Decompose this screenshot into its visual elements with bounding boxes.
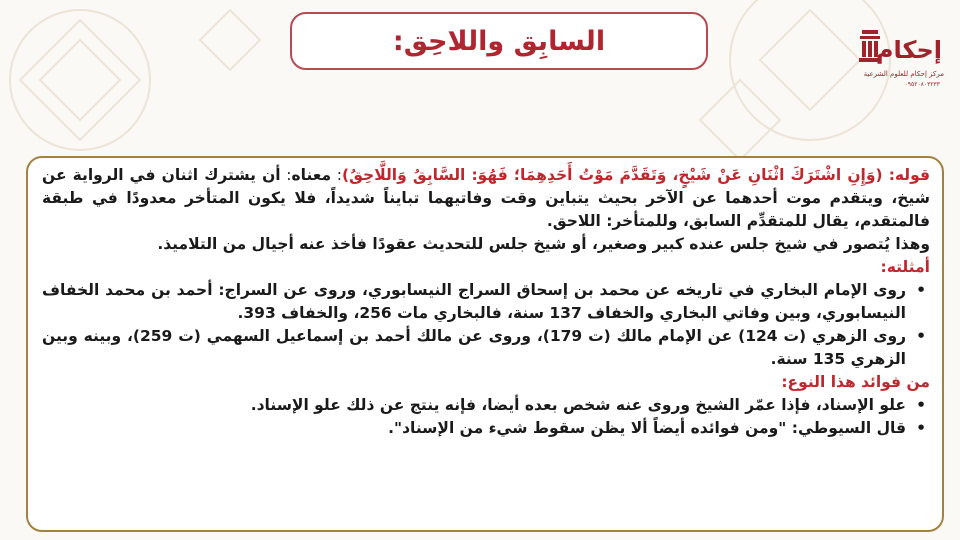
title-box (290, 12, 708, 70)
page-title: السابِق واللاحِق: (392, 25, 606, 57)
examples-heading: أمثلته: (880, 258, 930, 276)
content-box (26, 156, 944, 532)
benefits-heading: من فوائد هذا النوع: (781, 373, 930, 391)
logo-phone: ٠٩٥٢٠٨٠٣٢٣٣ (904, 81, 940, 88)
benefits-list (42, 394, 930, 440)
brand-logo (846, 28, 950, 92)
intro-note: وهذا يُتصور في شيخ جلس عنده كبير وصغير، أو شيخ جلس للتحديث عقودًا فأخذ عنه أجيال من التلاميذ. (157, 235, 930, 253)
examples-list (42, 279, 930, 371)
list-item: • روى الإمام البخاري في تاريخه عن محمد بن إسحاق السراج النيسابوري، وروى عن السراج: أحمد بن محمد الخفاف النيسابوري، وبين وفاتي البخاري والخفاف 137 سنة، فالبخاري مات 256، والخفاف 393. (42, 279, 930, 325)
meaning-label: معناه (291, 166, 332, 184)
list-item: • علو الإسناد، فإذا عمّر الشيخ وروى عنه شخص بعده أيضا، فإنه ينتج عن ذلك علو الإسناد. (42, 394, 930, 417)
intro-quote: (وَإِنِ اشْتَرَكَ اثْنَانِ عَنْ شَيْخٍ، وَتَقَدَّمَ مَوْتُ أَحَدِهِمَا؛ فَهُوَ: السَّابِقُ وَاللَّاحِقُ) (341, 166, 883, 184)
logo-subtitle: مركز إحكام للعلوم الشرعية (863, 70, 944, 78)
list-item: • قال السيوطي: "ومن فوائده أيضاً ألا يظن سقوط شيء من الإسناد". (42, 417, 930, 440)
intro-paragraph: قوله: (وَإِنِ اشْتَرَكَ اثْنَانِ عَنْ شَيْخٍ، وَتَقَدَّمَ مَوْتُ أَحَدِهِمَا؛ فَهُوَ: السَّابِقُ وَاللَّاحِقُ): معناه: أن يشترك اثنان في الرواية عن شيخ، ويتقدم موت أحدهما عن الآخر بحيث يتباين وقت وفاتيهما تبايناً شديداً، فلا يكون المتأخر معدودًا في طبقة فالمتقدم، يقال للمتقدِّم السابق، وللمتأخر: اللاحق. (42, 166, 930, 230)
intro-label: قوله (894, 166, 930, 184)
logo-wordmark: إحكام (875, 36, 942, 64)
meaning-text: أن يشترك اثنان في الرواية عن شيخ، ويتقدم موت أحدهما عن الآخر بحيث يتباين وقت وفاتيهما تبايناً شديداً، فلا يكون المتأخر معدودًا في طبقة فالمتقدم، يقال للمتقدِّم السابق، وللمتأخر: اللاحق. (42, 166, 930, 230)
list-item: • روى الزهري (ت 124) عن الإمام مالك (ت 179)، وروى عن مالك أحمد بن إسماعيل السهمي (ت 259)، وبينه وبين الزهري 135 سنة. (42, 325, 930, 371)
